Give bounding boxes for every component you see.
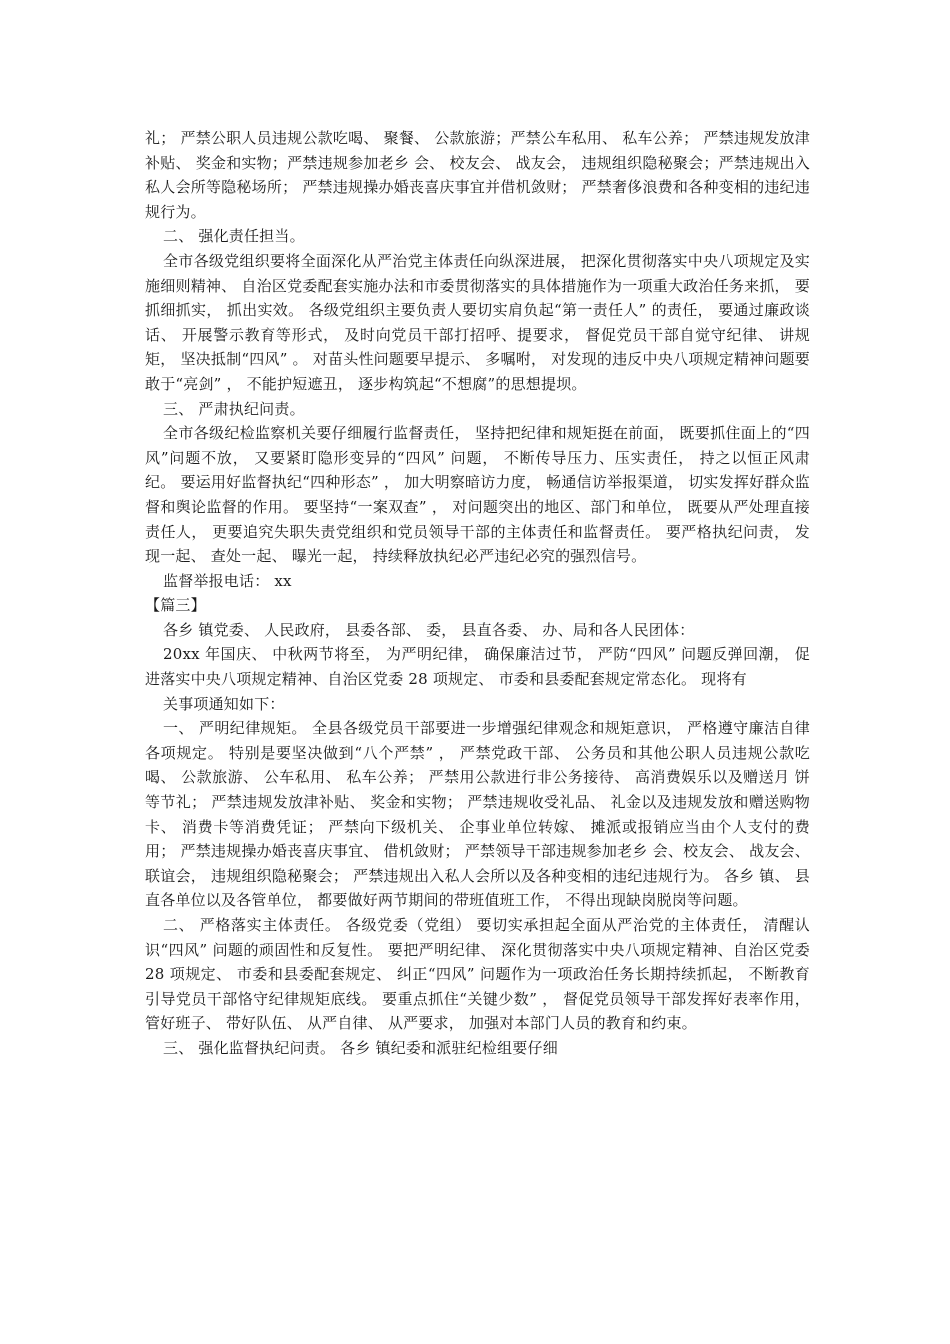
paragraph-discipline-rules: 一、 严明纪律规矩。 全县各级党员干部要进一步增强纪律观念和规矩意识， 严格遵守廉洁自律各项规定。 特别是要坚决做到“八个严禁” ， 严禁党政干部、 公务员和其他公职人员违规公款吃喝、 公款旅游、 公车私用、 私车公养； 严禁用公款进行非公务接待、 高消费娱乐以及赠送月 饼等节礼； 严禁违规发放津补贴、 奖金和实物； 严禁违规收受礼品、 礼金以及违规发放和赠送购物卡、 消费卡等消费凭证； 严禁向下级机关、 企事业单位转嫁、 摊派或报销应当由个人支付的费用； 严禁违规操办婚丧喜庆事宜、 借机敛财； 严禁领导干部违规参加老乡 会、校友会、 战友会、 联谊会， 违规组织隐秘聚会； 严禁违规出入私人会所以及各种变相的违纪违规行为。 各乡 镇、 县直各单位以及各管单位， 都要做好两节期间的带班值班工作， 不得出现缺岗脱岗等问题。	[145, 719, 810, 910]
notice-addressees: 各乡 镇党委、 人民政府， 县委各部、 委， 县直各委、 办、局和各人民团体：	[163, 620, 695, 639]
paragraph-party-organizations: 全市各级党组织要将全面深化从严治党主体责任向纵深进展， 把深化贯彻落实中央八项规定及实施细则精神、 自治区党委配套实施办法和市委贯彻落实的具体措施作为一项重大政治任务来抓， 要抓细抓实， 抓出实效。 各级党组织主要负责人要切实肩负起“第一责任人” 的责任， 要通过廉政谈话、 开展警示教育等形式， 及时向党员干部打招呼、提要求， 督促党员干部自觉守纪律、 讲规矩， 坚决抵制“四风” 。 对苗头性问题要早提示、 多嘱咐， 对发现的违反中央八项规定精神问题要敢于“亮剑” ， 不能护短遮丑， 逐步构筑起“不想腐”的思想提坝。	[145, 251, 810, 393]
paragraph-main-responsibility: 二、 严格落实主体责任。 各级党委（党组） 要切实承担起全面从严治党的主体责任， 清醒认识“四风” 问题的顽固性和反复性。 要把严明纪律、 深化贯彻落实中央八项规定精神、自治区党委 28 项规定、 市委和县委配套规定、 纠正“四风” 问题作为一项政治任务长期持续抓起， 不断教育引导党员干部恪守纪律规矩底线。 要重点抓住“关键少数” ， 督促党员领导干部发挥好表率作用， 管好班子、 带好队伍、 从严自律、 从严要求， 加强对本部门人员的教育和约束。	[145, 916, 810, 1033]
section-title-part-three: 【篇三】	[145, 596, 206, 615]
paragraph-prohibitions-continued: 礼； 严禁公职人员违规公款吃喝、 聚餐、 公款旅游；严禁公车私用、 私车公养； 严禁违规发放津补贴、 奖金和实物；严禁违规参加老乡 会、 校友会、 战友会， 违规组织隐秘聚会；严禁违规出入私人会所等隐秘场所； 严禁违规操办婚丧喜庆事宜并借机敛财； 严禁奢侈浪费和各种变相的违纪违规行为。	[145, 129, 810, 221]
paragraph-holiday-intro: 20xx 年国庆、 中秋两节将至， 为严明纪律， 确保廉洁过节， 严防“四风” 问题反弹回潮， 促进落实中央八项规定精神、自治区党委 28 项规定、 市委和县委配套规定常态化。 现将有	[145, 645, 810, 689]
paragraph-discipline-inspection: 全市各级纪检监察机关要仔细履行监督责任， 坚持把纪律和规矩挺在前面， 既要抓住面上的“四风”问题不放， 又要紧盯隐形变异的“四风” 问题， 不断传导压力、压实责任， 持之以恒正风肃纪。 要运用好监督执纪“四种形态” ， 加大明察暗访力度， 畅通信访举报渠道， 切实发挥好群众监督和舆论监督的作用。 要坚持“一案双查” ， 对问题突出的地区、部门和单位， 既要从严处理直接责任人， 更要追究失职失责党组织和党员领导干部的主体责任和监督责任。 要严格执纪问责， 发现一起、 查处一起、 曝光一起， 持续释放执纪必严违纪必究的强烈信号。	[145, 424, 810, 566]
paragraph-supervision: 三、 强化监督执纪问责。 各乡 镇纪委和派驻纪检组要仔细	[163, 1038, 558, 1057]
document-body	[145, 126, 810, 1061]
heading-strict-accountability: 三、 严肃执纪问责。	[163, 399, 305, 418]
report-phone-line: 监督举报电话： xx	[163, 571, 292, 590]
heading-strengthen-responsibility: 二、 强化责任担当。	[163, 227, 305, 246]
paragraph-notice-lead: 关事项通知如下：	[163, 694, 285, 713]
